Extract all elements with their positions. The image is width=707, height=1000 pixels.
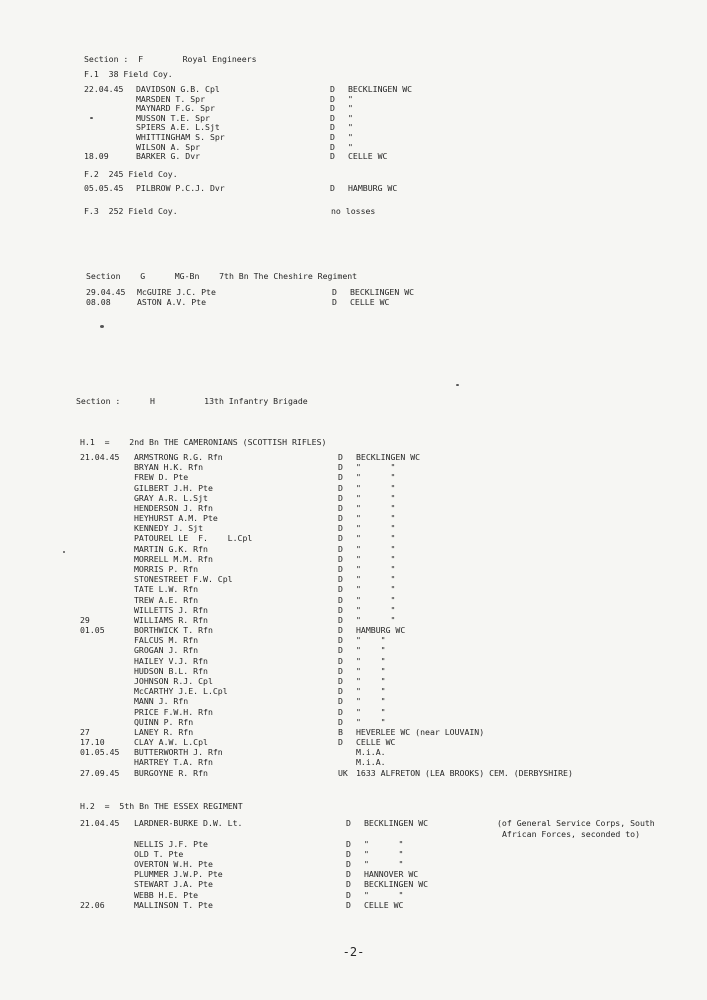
row-cemetery: " " xyxy=(364,859,404,870)
row-cemetery: " " xyxy=(356,482,396,493)
row-cemetery: CELLE WC xyxy=(356,737,396,748)
h2-first-name: LARDNER-BURKE D.W. Lt. xyxy=(134,818,243,828)
row-name: MALLINSON T. Pte xyxy=(134,899,213,910)
row-code: D xyxy=(338,584,343,595)
row-name: McCARTHY J.E. L.Cpl xyxy=(134,686,228,697)
row-date: 27 xyxy=(80,726,90,737)
h2-first-code: D xyxy=(346,818,351,828)
row-code: D xyxy=(346,899,351,910)
row-name: GROGAN J. Rfn xyxy=(134,645,199,656)
row-name: OLD T. Pte xyxy=(134,849,184,860)
row-cemetery: M.i.A. xyxy=(356,757,386,768)
scan-speck xyxy=(100,325,104,328)
row-code: D xyxy=(338,645,343,656)
row-name: ARMSTRONG R.G. Rfn xyxy=(134,452,223,462)
row-name: ASTON A.V. Pte xyxy=(137,297,207,307)
row-code: D xyxy=(338,675,343,686)
row-cemetery: " " xyxy=(356,584,396,595)
row-name: CLAY A.W. L.Cpl xyxy=(134,737,208,748)
row-name: NELLIS J.F. Pte xyxy=(134,839,208,849)
row-code: D xyxy=(332,297,337,307)
row-name: PATOUREL LE F. L.Cpl xyxy=(134,533,253,544)
row-date: 21.04.45 xyxy=(80,452,120,462)
row-cemetery: " " xyxy=(364,849,404,860)
row-cemetery: " " xyxy=(356,523,396,534)
row-date: 18.09 xyxy=(84,151,109,162)
row-name: DAVIDSON G.B. Cpl xyxy=(136,84,220,94)
scan-speck xyxy=(90,117,93,119)
row-code: D xyxy=(346,879,351,890)
row-cemetery: BECKLINGEN WC xyxy=(348,84,413,94)
row-code: D xyxy=(330,132,335,142)
h2-note-line-1: (of General Service Corps, South xyxy=(497,818,655,828)
row-code: D xyxy=(338,737,343,748)
row-cemetery: " " xyxy=(356,675,386,686)
row-name: JOHNSON R.J. Cpl xyxy=(134,675,213,686)
row-code: D xyxy=(338,706,343,717)
row-name: PLUMMER J.W.P. Pte xyxy=(134,869,223,880)
row-cemetery: " " xyxy=(356,655,386,666)
scan-speck xyxy=(63,551,65,553)
row-cemetery: " " xyxy=(356,716,386,727)
subsection-f2-heading: F.2 245 Field Coy. xyxy=(84,169,178,179)
row-cemetery: HEVERLEE WC (near LOUVAIN) xyxy=(356,726,485,737)
row-cemetery: HANNOVER WC xyxy=(364,869,419,880)
row-code: D xyxy=(338,563,343,574)
row-code: D xyxy=(330,151,335,162)
row-cemetery: " " xyxy=(356,553,396,564)
row-cemetery: " " xyxy=(356,513,396,524)
row-cemetery: BECKLINGEN WC xyxy=(350,287,415,297)
row-cemetery: " " xyxy=(356,604,396,615)
row-code: D xyxy=(346,889,351,900)
row-name: WILSON A. Spr xyxy=(136,141,201,152)
row-name: WEBB H.E. Pte xyxy=(134,889,199,900)
row-code: D xyxy=(332,287,337,297)
row-date: 01.05 xyxy=(80,625,105,636)
row-name: KENNEDY J. Sjt xyxy=(134,523,204,534)
subsection-f1-heading: F.1 38 Field Coy. xyxy=(84,69,173,79)
subsection-f3-heading: F.3 252 Field Coy. xyxy=(84,206,178,216)
subsection-h2-heading: H.2 = 5th Bn THE ESSEX REGIMENT xyxy=(80,801,243,811)
row-date: 29.04.45 xyxy=(86,287,126,297)
row-code: D xyxy=(346,839,351,849)
row-code: D xyxy=(330,183,335,193)
row-name: BRYAN H.K. Rfn xyxy=(134,462,204,473)
row-cemetery: " " xyxy=(364,889,404,900)
row-code: D xyxy=(330,141,335,152)
row-cemetery: " " xyxy=(356,645,386,656)
row-code: D xyxy=(338,533,343,544)
row-name: WILLETTS J. Rfn xyxy=(134,604,208,615)
row-name: MARSDEN T. Spr xyxy=(136,93,206,104)
scan-speck xyxy=(456,384,459,386)
row-name: FALCUS M. Rfn xyxy=(134,635,199,646)
section-f-heading: Section : F Royal Engineers xyxy=(84,54,257,64)
row-code: D xyxy=(338,553,343,564)
row-name: TATE L.W. Rfn xyxy=(134,584,199,595)
row-name: TREW A.E. Rfn xyxy=(134,594,199,605)
row-cemetery: BECKLINGEN WC xyxy=(356,452,421,462)
row-cemetery: " " xyxy=(356,706,386,717)
row-name: OVERTON W.H. Pte xyxy=(134,859,213,870)
row-code: D xyxy=(338,462,343,473)
row-name: STONESTREET F.W. Cpl xyxy=(134,574,233,585)
row-cemetery: " xyxy=(348,141,353,152)
row-name: HUDSON B.L. Rfn xyxy=(134,665,208,676)
row-name: BARKER G. Dvr xyxy=(136,151,201,162)
row-cemetery: " " xyxy=(356,614,396,625)
row-name: WILLIAMS R. Rfn xyxy=(134,614,208,625)
row-cemetery: BECKLINGEN WC xyxy=(364,879,429,890)
row-name: SPIERS A.E. L.Sjt xyxy=(136,122,220,133)
row-name: BUTTERWORTH J. Rfn xyxy=(134,747,223,758)
row-date: 29 xyxy=(80,614,90,625)
row-name: GILBERT J.H. Pte xyxy=(134,482,213,493)
row-code: D xyxy=(338,635,343,646)
row-code: D xyxy=(330,122,335,133)
row-cemetery: HAMBURG WC xyxy=(348,183,398,193)
row-code: D xyxy=(338,452,343,462)
row-date: 17.10 xyxy=(80,737,105,748)
row-cemetery: " " xyxy=(356,635,386,646)
row-code: D xyxy=(330,112,335,123)
row-name: MORRIS P. Rfn xyxy=(134,563,199,574)
h2-first-cemetery: BECKLINGEN WC xyxy=(364,818,429,828)
row-code: D xyxy=(338,614,343,625)
row-name: McGUIRE J.C. Pte xyxy=(137,287,216,297)
row-code: D xyxy=(338,472,343,483)
row-name: MANN J. Rfn xyxy=(134,696,189,707)
row-cemetery: " " xyxy=(356,563,396,574)
row-code: D xyxy=(346,859,351,870)
row-code: D xyxy=(338,696,343,707)
row-code: D xyxy=(338,492,343,503)
row-name: HENDERSON J. Rfn xyxy=(134,502,213,513)
row-name: QUINN P. Rfn xyxy=(134,716,194,727)
row-name: LANEY R. Rfn xyxy=(134,726,194,737)
row-date: 22.06 xyxy=(80,899,105,910)
row-name: PRICE F.W.H. Rfn xyxy=(134,706,213,717)
h2-first-date: 21.04.45 xyxy=(80,818,120,828)
row-name: HEYHURST A.M. Pte xyxy=(134,513,218,524)
row-cemetery: " xyxy=(348,122,353,133)
row-cemetery: " " xyxy=(356,665,386,676)
row-code: D xyxy=(338,482,343,493)
row-name: MAYNARD F.G. Spr xyxy=(136,103,215,114)
row-code: D xyxy=(338,686,343,697)
row-cemetery: " xyxy=(348,93,353,104)
row-cemetery: " xyxy=(348,112,353,123)
row-name: FREW D. Pte xyxy=(134,472,189,483)
row-cemetery: CELLE WC xyxy=(348,151,388,162)
row-name: HARTREY T.A. Rfn xyxy=(134,757,213,768)
row-cemetery: " " xyxy=(356,543,396,554)
row-code: D xyxy=(330,103,335,114)
row-date: 27.09.45 xyxy=(80,767,120,778)
row-cemetery: " " xyxy=(356,472,396,483)
row-date: 08.08 xyxy=(86,297,111,307)
row-code: D xyxy=(346,869,351,880)
row-code: D xyxy=(346,849,351,860)
row-code: D xyxy=(338,625,343,636)
row-name: MUSSON T.E. Spr xyxy=(136,112,210,123)
row-code: D xyxy=(338,594,343,605)
row-name: BURGOYNE R. Rfn xyxy=(134,767,208,778)
row-code: D xyxy=(338,655,343,666)
row-name: PILBROW P.C.J. Dvr xyxy=(136,183,225,193)
row-code: D xyxy=(338,543,343,554)
row-cemetery: CELLE WC xyxy=(364,899,404,910)
row-code: D xyxy=(338,502,343,513)
row-name: WHITTINGHAM S. Spr xyxy=(136,132,225,142)
row-name: HAILEY V.J. Rfn xyxy=(134,655,208,666)
row-cemetery: " " xyxy=(356,533,396,544)
row-cemetery: " " xyxy=(356,492,396,503)
row-cemetery: 1633 ALFRETON (LEA BROOKS) CEM. (DERBYSHIRE) xyxy=(356,767,573,778)
subsection-h1-heading: H.1 = 2nd Bn THE CAMERONIANS (SCOTTISH RIFLES) xyxy=(80,437,327,447)
row-code: D xyxy=(338,604,343,615)
row-cemetery: " " xyxy=(356,696,386,707)
row-code: D xyxy=(330,84,335,94)
row-cemetery: " xyxy=(348,103,353,114)
row-cemetery: " " xyxy=(356,462,396,473)
row-cemetery: " " xyxy=(356,594,396,605)
row-cemetery: M.i.A. xyxy=(356,747,386,758)
row-code: UK xyxy=(338,767,348,778)
row-name: GRAY A.R. L.Sjt xyxy=(134,492,208,503)
row-code: D xyxy=(338,574,343,585)
row-name: STEWART J.A. Pte xyxy=(134,879,213,890)
row-name: MORRELL M.M. Rfn xyxy=(134,553,213,564)
row-date: 22.04.45 xyxy=(84,84,124,94)
row-date: 01.05.45 xyxy=(80,747,120,758)
row-name: MARTIN G.K. Rfn xyxy=(134,543,208,554)
row-code: D xyxy=(330,93,335,104)
row-code: D xyxy=(338,665,343,676)
row-cemetery: CELLE WC xyxy=(350,297,390,307)
row-date: 05.05.45 xyxy=(84,183,124,193)
row-cemetery: HAMBURG WC xyxy=(356,625,406,636)
row-cemetery: " " xyxy=(364,839,404,849)
section-h-heading: Section : H 13th Infantry Brigade xyxy=(76,396,308,406)
page-number: -2- xyxy=(342,945,365,959)
row-cemetery: " " xyxy=(356,686,386,697)
f3-note: no losses xyxy=(331,206,376,216)
row-code: D xyxy=(338,523,343,534)
h2-note-line-2: African Forces, seconded to) xyxy=(502,829,641,839)
row-code: D xyxy=(338,513,343,524)
row-cemetery: " xyxy=(348,132,353,142)
row-code: D xyxy=(338,716,343,727)
section-g-heading: Section G MG-Bn 7th Bn The Cheshire Regiment xyxy=(86,271,358,281)
row-cemetery: " " xyxy=(356,502,396,513)
row-name: BORTHWICK T. Rfn xyxy=(134,625,213,636)
row-code: B xyxy=(338,726,343,737)
row-cemetery: " " xyxy=(356,574,396,585)
